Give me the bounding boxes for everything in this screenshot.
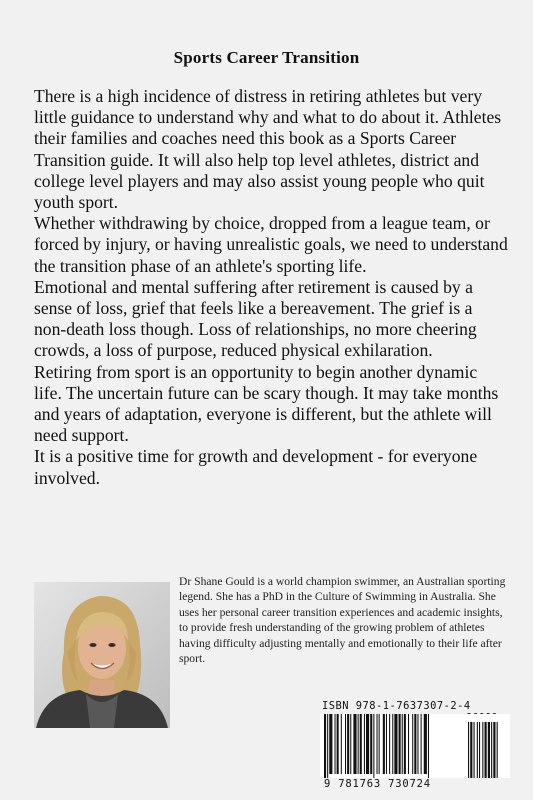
barcode-addon-bar xyxy=(491,722,492,778)
barcode xyxy=(320,714,510,778)
barcode-bar xyxy=(350,714,351,774)
barcode-bar xyxy=(347,714,349,774)
blurb-paragraph: Emotional and mental suffering after retirement is caused by a sense of loss, grief that feels like a bereavement. The grief is a non-death loss though. Loss of relationships, no more cheering crowds, a loss of purpose, reduced physical exhilaration. xyxy=(34,276,477,361)
barcode-bar xyxy=(329,714,332,774)
blurb-paragraph: Retiring from sport is an opportunity to begin another dynamic life. The uncertain future can be scary though. It may take months and years of adaptation, everyone is different, but the athlete will need support. xyxy=(34,361,499,446)
barcode-bar xyxy=(337,714,339,774)
barcode-bar xyxy=(408,714,409,774)
page-title: Sports Career Transition xyxy=(173,48,360,67)
barcode-bar xyxy=(370,714,372,774)
barcode-bar xyxy=(402,714,403,774)
barcode-bar xyxy=(345,714,346,774)
barcode-bar xyxy=(353,714,356,774)
barcode-bar xyxy=(389,714,390,774)
barcode-bar xyxy=(377,714,378,774)
barcode-addon-bar xyxy=(482,722,483,778)
isbn-label: ISBN 978-1-7637307-2-4 xyxy=(322,700,471,712)
blurb xyxy=(34,86,508,489)
barcode-bar xyxy=(399,714,401,774)
barcode-bar xyxy=(379,714,380,774)
author-bio: Dr Shane Gould is a world champion swimmer, an Australian sporting legend. She has a PhD in the Culture of Swimming in Australia. She uses her personal career transition experiences and academic insights, to provide fresh understanding of the growing problem of athletes having difficulty adjusting mentally and emotionally to their life after sport. xyxy=(179,575,506,666)
barcode-bar xyxy=(412,714,413,774)
barcode-bar xyxy=(394,714,397,774)
barcode-bar xyxy=(373,714,374,778)
barcode-bar xyxy=(392,714,393,774)
barcode-bar xyxy=(327,714,328,778)
barcode-addon-bar xyxy=(470,722,472,778)
barcode-bar xyxy=(358,714,359,774)
barcode-bar xyxy=(414,714,416,774)
barcode-bar xyxy=(364,714,365,774)
barcode-addon-bar xyxy=(468,722,469,778)
barcode-number: 9 781763 730724 xyxy=(324,778,431,790)
barcode-bar xyxy=(324,714,326,778)
blurb-paragraph: It is a positive time for growth and development - for everyone involved. xyxy=(34,446,478,488)
barcode-addon-bar xyxy=(474,722,475,778)
barcode-addon-bar xyxy=(493,722,495,778)
barcode-bar xyxy=(386,714,387,774)
barcode-bars xyxy=(320,714,510,778)
barcode-addon-bar xyxy=(488,722,490,778)
barcode-addon-bar xyxy=(477,722,478,778)
barcode-addon-bar xyxy=(479,722,480,778)
barcode-bar xyxy=(428,714,429,778)
barcode-addon-bar xyxy=(497,722,498,778)
author-photo xyxy=(34,582,170,728)
barcode-bar xyxy=(341,714,342,774)
barcode-bar xyxy=(404,714,406,774)
barcode-bar xyxy=(360,714,362,774)
blurb-paragraph: Whether withdrawing by choice, dropped from a league team, or forced by injury, or having unrealistic goals, we need to understand the transition phase of an athlete's sporting life. xyxy=(34,213,508,276)
barcode-bar xyxy=(335,714,336,774)
blurb-paragraph: There is a high incidence of distress in retiring athletes but very little guidance to understand why and what to do about it. Athletes their families and coaches need this book as a Sports Career Transition guide. It will also help top level athletes, district and college level players and may also assist young people who quit youth sport. xyxy=(34,86,502,213)
barcode-addon-bar xyxy=(485,722,487,778)
barcode-bar xyxy=(417,714,418,774)
barcode-bar xyxy=(366,714,369,774)
barcode-bar xyxy=(421,714,422,774)
barcode-bar xyxy=(424,714,427,774)
barcode-bar xyxy=(383,714,385,774)
